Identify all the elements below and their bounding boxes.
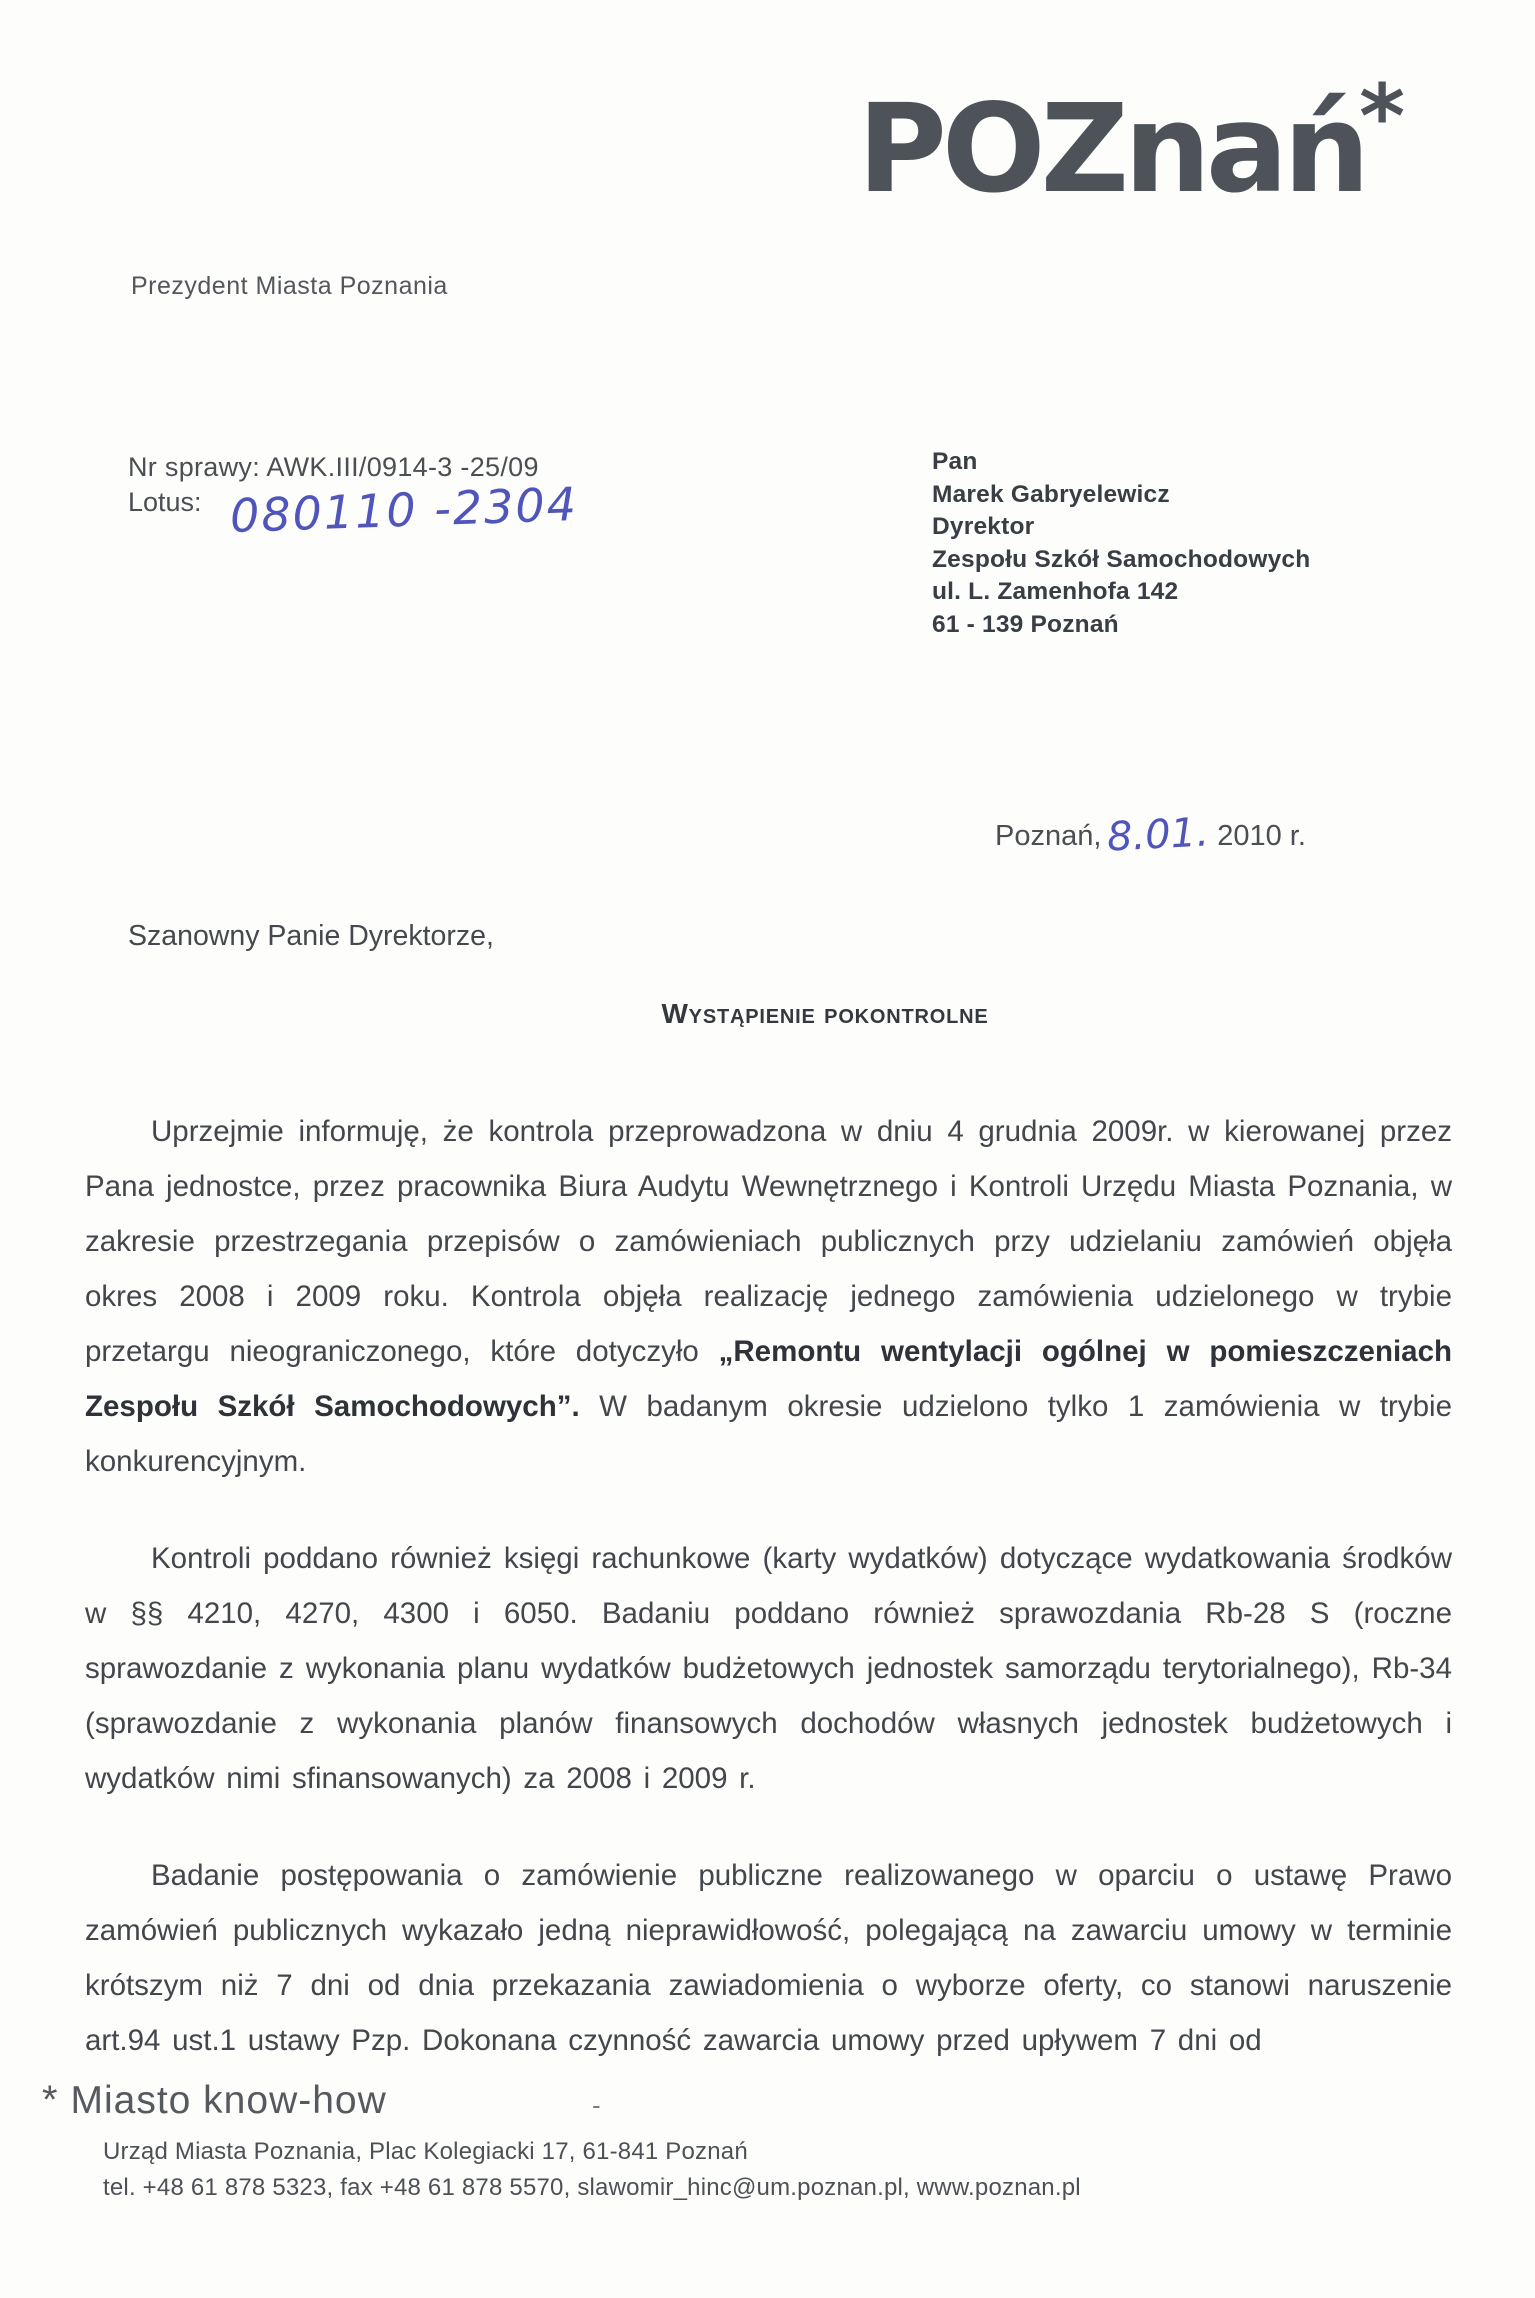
letter-body: [85, 1104, 1452, 2110]
lotus-label: Lotus:: [128, 487, 202, 517]
footer-asterisk-icon: *: [42, 2078, 59, 2122]
recipient-line-city: 61 - 139 Poznań: [932, 610, 1119, 638]
footer-brand: [42, 2078, 387, 2123]
paragraph-1: [85, 1104, 1452, 1489]
sender-title: Prezydent Miasta Poznania: [131, 272, 448, 300]
footer-dash-mark: -: [592, 2090, 601, 2120]
reference-block: [128, 452, 579, 544]
recipient-line-name: Marek Gabryelewicz: [932, 480, 1170, 508]
paragraph-3: Badanie postępowania o zamówienie publiczne realizowanego w oparciu o ustawę Prawo zamówień publicznych wykazało jedną nieprawidłowość, polegającą na zawarciu umowy w terminie krótszym niż 7 dni od dnia przekazania zawiadomienia o wyborze oferty, co stanowi naruszenie art.94 ust.1 ustawy Pzp. Dokonana czynność zawarcia umowy przed upływem 7 dni od: [85, 1859, 1452, 2057]
recipient-address-block: [932, 446, 1310, 641]
paragraph-2: Kontroli poddano również księgi rachunkowe (karty wydatków) dotyczące wydatkowania środków w §§ 4210, 4270, 4300 i 6050. Badaniu poddano również sprawozdania Rb-28 S (roczne sprawozdanie z wykonania planu wydatków budżetowych jednostek samorządu terytorialnego), Rb-34 (sprawozdanie z wykonania planów finansowych dochodów własnych jednostek budżetowych i wydatków nimi sfinansowanych) za 2008 i 2009 r.: [85, 1542, 1452, 1795]
dateline-city: Poznań,: [995, 820, 1102, 852]
footer-contact: tel. +48 61 878 5323, fax +48 61 878 5570, slawomir_hinc@um.poznan.pl, www.poznan.pl: [103, 2174, 1081, 2201]
document-title: Wystąpienie pokontrolne: [661, 998, 989, 1029]
dateline-year: 2010 r.: [1217, 820, 1306, 852]
paragraph-1-text-after: W badanym okresie udzielono tylko 1 zamówienia w trybie konkurencyjnym.: [85, 1390, 1452, 1478]
footer-address: Urząd Miasta Poznania, Plac Kolegiacki 17, 61-841 Poznań: [103, 2138, 748, 2165]
recipient-line-role: Dyrektor: [932, 513, 1035, 540]
lotus-line: [128, 476, 579, 544]
footer-brand-name: Miasto know-how: [70, 2079, 387, 2122]
dateline: [995, 809, 1306, 861]
lotus-number-handwritten: 080110 -2304: [228, 476, 579, 544]
recipient-line-street: ul. L. Zamenhofa 142: [932, 578, 1179, 605]
salutation: Szanowny Panie Dyrektorze,: [128, 920, 494, 952]
logo-asterisk-icon: *: [1359, 65, 1405, 169]
poznan-city-logo: [857, 65, 1405, 220]
paragraph-1-text: Uprzejmie informuję, że kontrola przeprowadzona w dniu 4 grudnia 2009r. w kierowanej przez Pana jednostce, przez pracownika Biura Audytu Wewnętrznego i Kontroli Urzędu Miasta Poznania, w zakresie przestrzegania przepisów o zamówieniach publicznych przy udzielaniu zamówień objęła okres 2008 i 2009 roku. Kontrola objęła realizację jednego zamówienia udzielonego w trybie przetargu nieograniczonego, które dotyczyło: [85, 1115, 1452, 1368]
recipient-line-salutation: Pan: [932, 448, 978, 475]
poznan-logo-text: POZnań: [857, 78, 1366, 220]
case-number-line: Nr sprawy: AWK.III/0914-3 -25/09: [128, 452, 539, 482]
recipient-line-institution: Zespołu Szkół Samochodowych: [932, 545, 1311, 573]
paragraph-1-bold-subject: „Remontu wentylacji ogólnej w pomieszczeniach Zespołu Szkół Samochodowych”.: [85, 1335, 1453, 1423]
dateline-day-handwritten: 8.01.: [1106, 809, 1211, 861]
